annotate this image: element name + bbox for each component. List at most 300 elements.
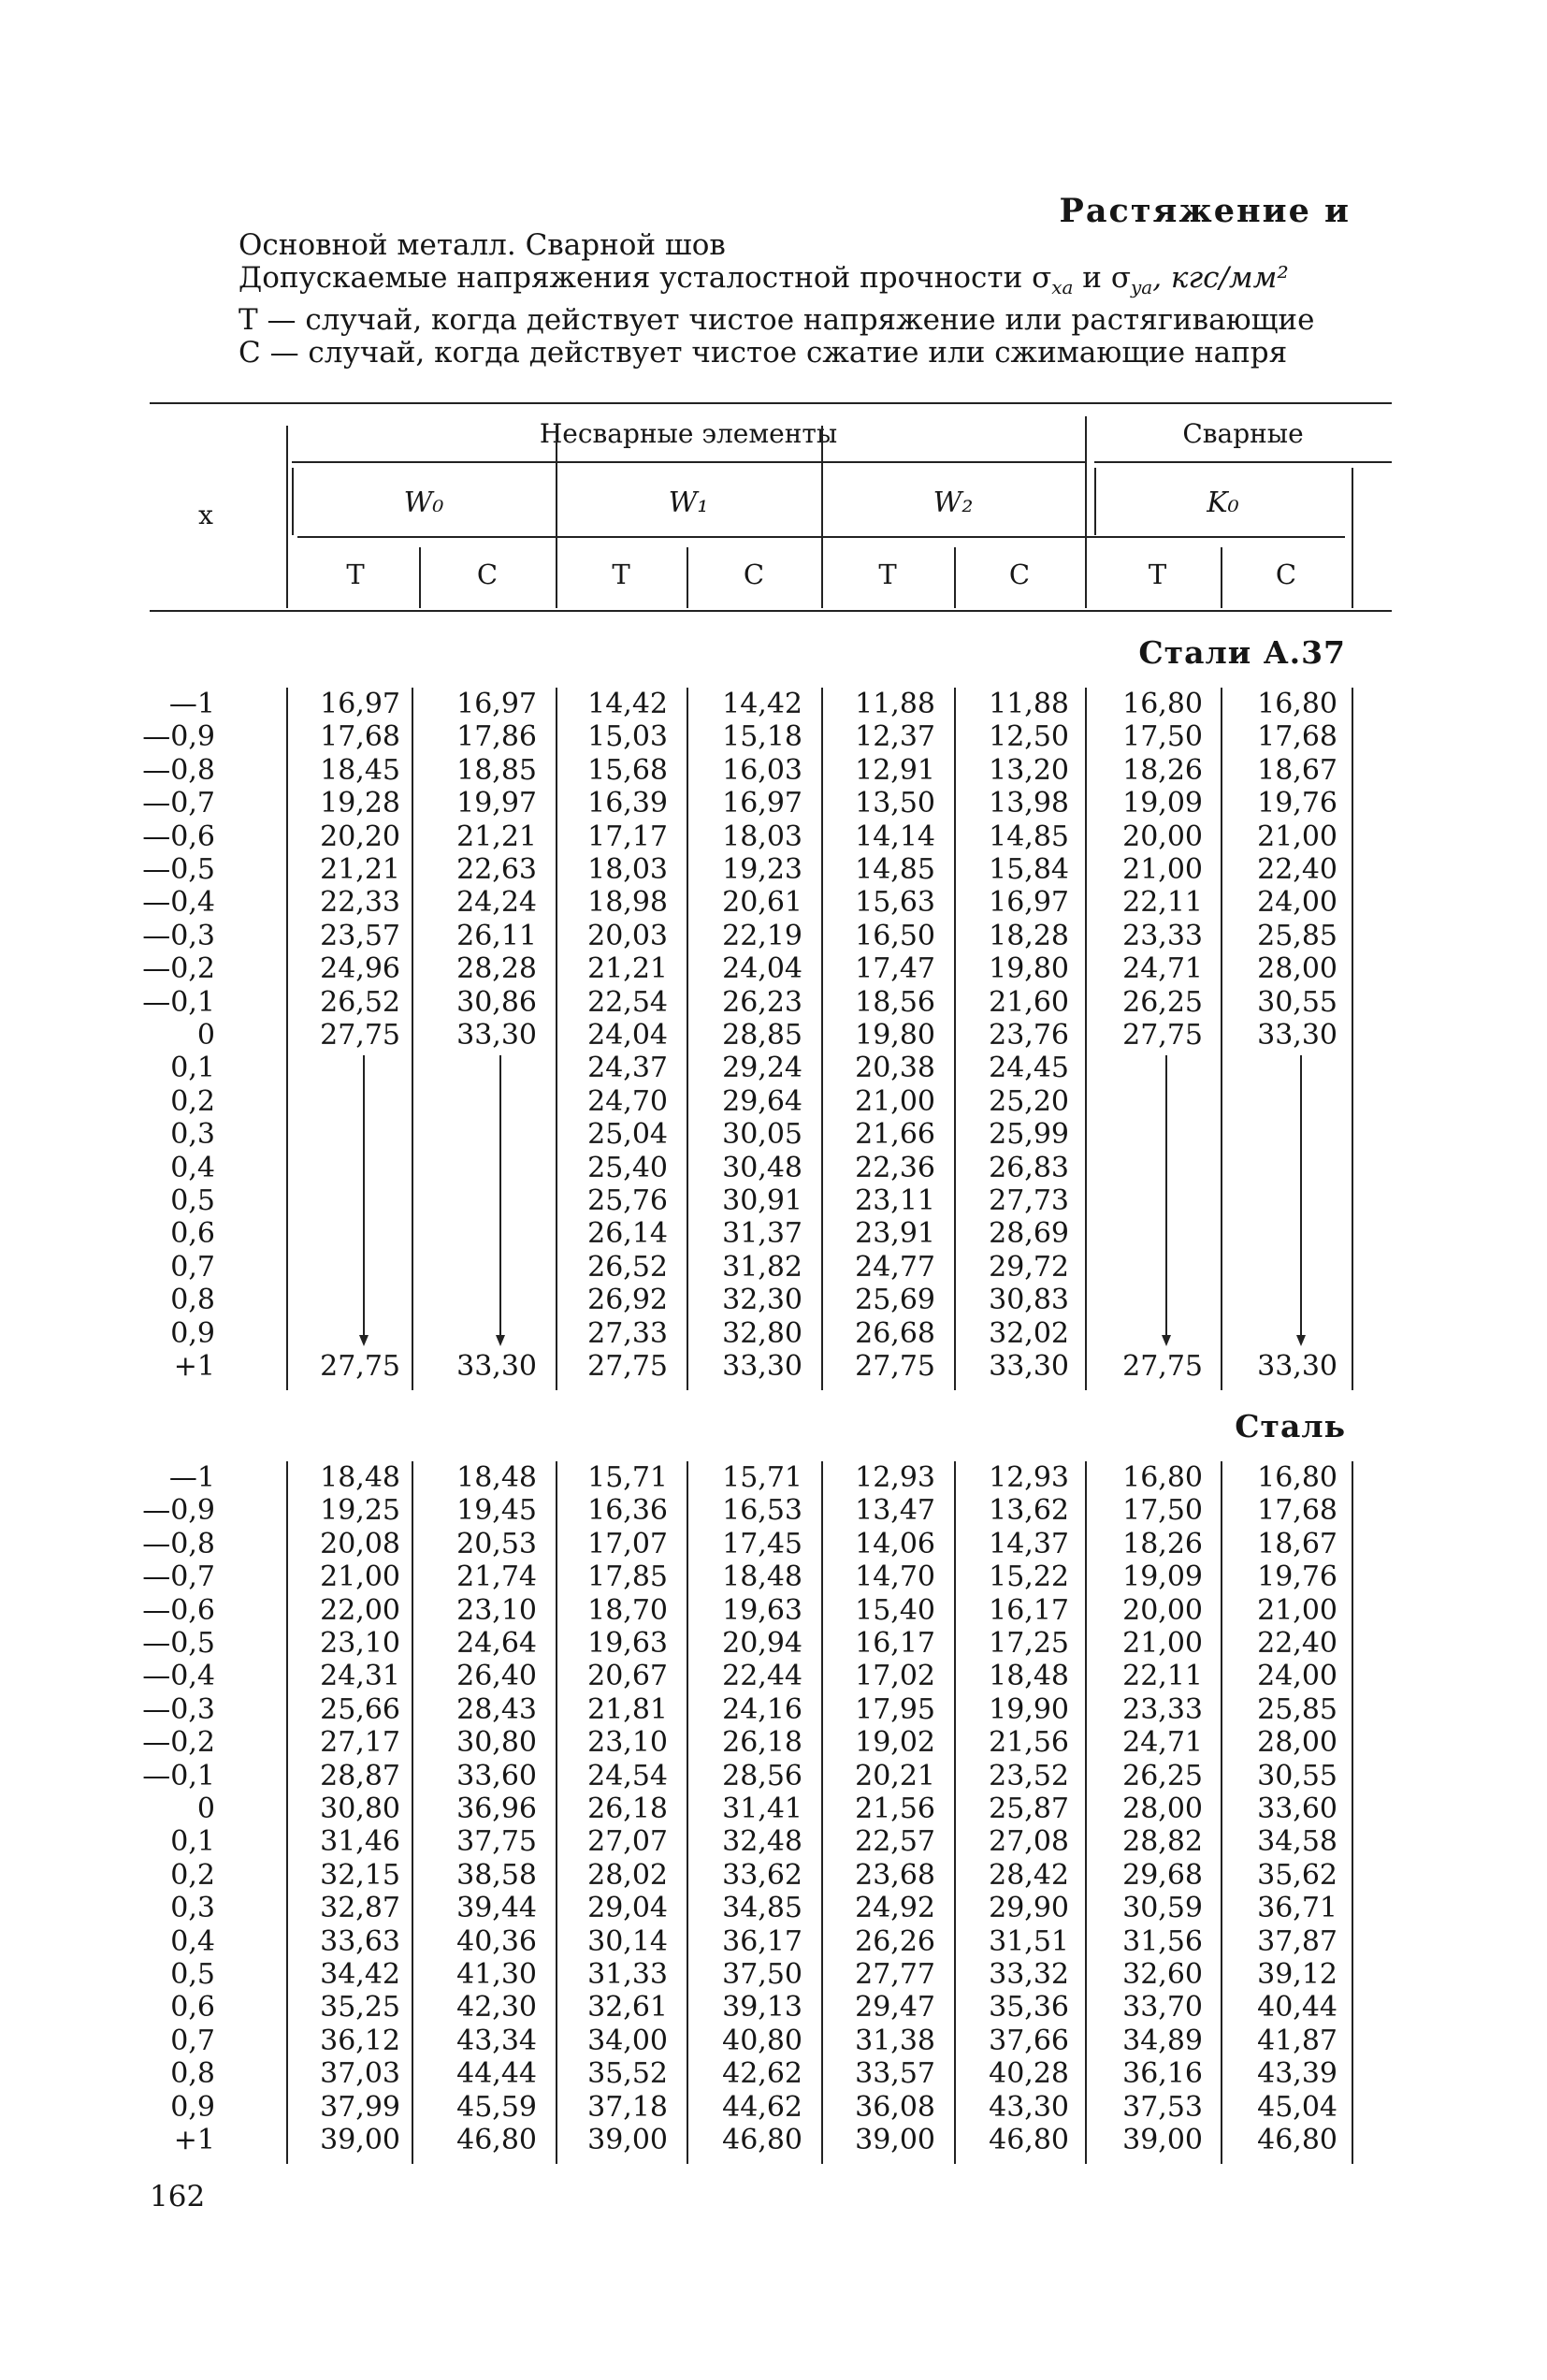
table-cell: 29,68: [1122, 1858, 1203, 1892]
table-cell: 22,11: [1122, 886, 1203, 920]
table-cell: 32,02: [989, 1316, 1069, 1350]
section-2-x-7: —0,3: [142, 1692, 215, 1726]
sub-header-t-3: T: [878, 559, 897, 590]
table-cell: 32,48: [722, 1825, 802, 1859]
table-cell: 18,26: [1122, 1527, 1203, 1560]
section-2-x-6: —0,4: [142, 1660, 215, 1693]
table-cell: 16,80: [1122, 1461, 1203, 1494]
table-cell: 46,80: [456, 2124, 537, 2156]
table-cell: 17,50: [1122, 720, 1203, 754]
table-cell: 28,87: [320, 1759, 400, 1792]
table-cell: 37,18: [587, 2090, 668, 2124]
section-1-x-19: 0,9: [170, 1316, 215, 1350]
table-cell: 17,25: [989, 1627, 1069, 1660]
table-cell: 26,11: [456, 919, 537, 952]
table-cell: 39,00: [855, 2124, 935, 2156]
table-cell: 29,24: [722, 1052, 802, 1085]
table-cell: 32,87: [320, 1892, 400, 1925]
sub-header-c-4: C: [1275, 559, 1297, 590]
table-cell: 24,04: [722, 952, 802, 986]
table-cell: 15,63: [855, 886, 935, 920]
table-cell: 26,18: [722, 1726, 802, 1760]
section-2-sub-vline-1: [687, 1461, 688, 2164]
table-cell: 21,00: [1257, 1593, 1337, 1627]
table-cell: 21,00: [1122, 853, 1203, 886]
section-1-x-9: —0,1: [142, 985, 215, 1019]
table-cell: 16,03: [722, 753, 802, 787]
table-cell: 22,36: [855, 1151, 935, 1184]
table-cell: 20,20: [320, 820, 400, 853]
table-cell: 40,28: [989, 2057, 1069, 2091]
table-cell: 18,03: [722, 820, 802, 853]
table-cell: 17,85: [587, 1560, 668, 1594]
table-cell: 11,88: [989, 688, 1069, 720]
table-cell: 45,59: [456, 2090, 537, 2124]
table-cell: 26,18: [587, 1792, 668, 1825]
section-2-x-1: —0,9: [142, 1494, 215, 1528]
table-cell: 26,40: [456, 1660, 537, 1693]
intro-line-3: T — случай, когда действует чистое напряжение или растягивающие: [239, 304, 1315, 338]
section-2-x-9: —0,1: [142, 1759, 215, 1792]
section-2-vline-3: [1085, 1461, 1087, 2164]
table-cell: 29,04: [587, 1892, 668, 1925]
table-cell: 22,57: [855, 1825, 935, 1859]
section-2-x-20: +1: [173, 2124, 215, 2156]
section-2-x-15: 0,5: [170, 1958, 215, 1991]
table-cell: 22,40: [1257, 853, 1337, 886]
table-cell: 28,69: [989, 1217, 1069, 1251]
table-cell: 44,44: [456, 2057, 537, 2091]
table-cell: 33,30: [989, 1350, 1069, 1383]
group-header-welded: Сварные: [1182, 418, 1304, 449]
table-cell: 19,28: [320, 787, 400, 820]
table-cell: 17,50: [1122, 1494, 1203, 1528]
table-cell: 24,16: [722, 1692, 802, 1726]
table-cell: 19,23: [722, 853, 802, 886]
table-cell: 26,52: [320, 985, 400, 1019]
x-header: x: [198, 500, 213, 530]
table-cell: 20,38: [855, 1052, 935, 1085]
table-cell: 31,82: [722, 1250, 802, 1284]
table-cell: 24,54: [587, 1759, 668, 1792]
table-header-bottom-rule: [150, 610, 1392, 612]
table-cell: 26,23: [722, 985, 802, 1019]
table-cell: 15,71: [587, 1461, 668, 1494]
section-1-continue-arrow-6: [1165, 1055, 1167, 1342]
table-cell: 18,56: [855, 985, 935, 1019]
table-cell: 27,75: [587, 1350, 668, 1383]
table-cell: 23,91: [855, 1217, 935, 1251]
table-cell: 26,68: [855, 1316, 935, 1350]
section-1-x-7: —0,3: [142, 919, 215, 952]
section-1-x-18: 0,8: [170, 1284, 215, 1317]
table-cell: 17,47: [855, 952, 935, 986]
section-1-x-10: 0: [196, 1019, 215, 1052]
table-cell: 17,68: [320, 720, 400, 754]
table-cell: 28,42: [989, 1858, 1069, 1892]
table-cell: 30,59: [1122, 1892, 1203, 1925]
section-2-x-3: —0,7: [142, 1560, 215, 1594]
table-cell: 43,30: [989, 2090, 1069, 2124]
table-cell: 20,94: [722, 1627, 802, 1660]
table-cell: 25,66: [320, 1692, 400, 1726]
table-cell: 24,92: [855, 1892, 935, 1925]
table-cell: 17,95: [855, 1692, 935, 1726]
table-cell: 24,96: [320, 952, 400, 986]
table-cell: 28,85: [722, 1019, 802, 1052]
table-cell: 39,44: [456, 1892, 537, 1925]
section-2-x-8: —0,2: [142, 1726, 215, 1760]
table-cell: 33,30: [1257, 1350, 1337, 1383]
table-cell: 26,52: [587, 1250, 668, 1284]
table-cell: 31,37: [722, 1217, 802, 1251]
table-cell: 43,39: [1257, 2057, 1337, 2091]
table-cell: 18,67: [1257, 753, 1337, 787]
section-2-x-17: 0,7: [170, 2024, 215, 2057]
table-cell: 21,81: [587, 1692, 668, 1726]
table-cell: 30,80: [456, 1726, 537, 1760]
table-cell: 17,02: [855, 1660, 935, 1693]
table-cell: 26,83: [989, 1151, 1069, 1184]
table-cell: 36,08: [855, 2090, 935, 2124]
table-cell: 32,61: [587, 1991, 668, 2024]
table-cell: 27,33: [587, 1316, 668, 1350]
table-cell: 24,31: [320, 1660, 400, 1693]
table-cell: 30,14: [587, 1924, 668, 1958]
table-cell: 13,20: [989, 753, 1069, 787]
table-cell: 28,02: [587, 1858, 668, 1892]
table-cell: 19,09: [1122, 1560, 1203, 1594]
table-cell: 22,33: [320, 886, 400, 920]
table-cell: 23,57: [320, 919, 400, 952]
table-cell: 17,45: [722, 1527, 802, 1560]
table-cell: 33,30: [722, 1350, 802, 1383]
section-1-x-8: —0,2: [142, 952, 215, 986]
table-cell: 13,62: [989, 1494, 1069, 1528]
table-cell: 34,85: [722, 1892, 802, 1925]
table-cell: 30,55: [1257, 1759, 1337, 1792]
table-cell: 16,17: [855, 1627, 935, 1660]
table-cell: 29,90: [989, 1892, 1069, 1925]
table-cell: 31,51: [989, 1924, 1069, 1958]
table-cell: 21,00: [855, 1084, 935, 1118]
section-1-vline-1: [556, 688, 557, 1390]
table-cell: 16,39: [587, 787, 668, 820]
table-cell: 14,70: [855, 1560, 935, 1594]
section-2-x-12: 0,2: [170, 1858, 215, 1892]
header-group-vline-0: [292, 468, 294, 535]
table-cell: 27,75: [1122, 1350, 1203, 1383]
table-cell: 21,00: [1257, 820, 1337, 853]
table-cell: 24,77: [855, 1250, 935, 1284]
table-cell: 19,09: [1122, 787, 1203, 820]
table-cell: 45,04: [1257, 2090, 1337, 2124]
table-cell: 18,85: [456, 753, 537, 787]
table-cell: 41,30: [456, 1958, 537, 1991]
table-cell: 23,10: [456, 1593, 537, 1627]
table-cell: 29,64: [722, 1084, 802, 1118]
table-cell: 31,56: [1122, 1924, 1203, 1958]
table-cell: 28,43: [456, 1692, 537, 1726]
table-cell: 18,45: [320, 753, 400, 787]
table-cell: 36,96: [456, 1792, 537, 1825]
section-1-x-6: —0,4: [142, 886, 215, 920]
sub-header-t-1: T: [346, 559, 365, 590]
table-cell: 16,36: [587, 1494, 668, 1528]
table-cell: 30,80: [320, 1792, 400, 1825]
section-1-x-16: 0,6: [170, 1217, 215, 1251]
table-cell: 30,55: [1257, 985, 1337, 1019]
table-cell: 20,61: [722, 886, 802, 920]
table-cell: 14,14: [855, 820, 935, 853]
table-cell: 26,25: [1122, 1759, 1203, 1792]
table-cell: 12,37: [855, 720, 935, 754]
table-cell: 19,80: [855, 1019, 935, 1052]
table-cell: 27,77: [855, 1958, 935, 1991]
table-cell: 44,62: [722, 2090, 802, 2124]
table-cell: 19,25: [320, 1494, 400, 1528]
section-2-x-2: —0,8: [142, 1527, 215, 1560]
table-cell: 37,03: [320, 2057, 400, 2091]
table-cell: 16,80: [1257, 1461, 1337, 1494]
table-cell: 19,63: [722, 1593, 802, 1627]
table-cell: 20,08: [320, 1527, 400, 1560]
table-cell: 24,70: [587, 1084, 668, 1118]
table-cell: 14,85: [989, 820, 1069, 853]
table-cell: 21,66: [855, 1118, 935, 1152]
table-cell: 32,15: [320, 1858, 400, 1892]
table-cell: 12,93: [989, 1461, 1069, 1494]
table-cell: 25,69: [855, 1284, 935, 1317]
section-1-sub-vline-3: [1221, 688, 1222, 1390]
table-cell: 16,53: [722, 1494, 802, 1528]
table-cell: 15,68: [587, 753, 668, 787]
section-2-x-10: 0: [196, 1792, 215, 1825]
table-cell: 25,20: [989, 1084, 1069, 1118]
table-cell: 35,62: [1257, 1858, 1337, 1892]
table-cell: 20,67: [587, 1660, 668, 1693]
table-cell: 23,52: [989, 1759, 1069, 1792]
section-2-x-4: —0,6: [142, 1593, 215, 1627]
section-1-x-2: —0,8: [142, 753, 215, 787]
group-rule-unwelded: [292, 461, 1085, 463]
table-cell: 30,48: [722, 1151, 802, 1184]
table-cell: 32,80: [722, 1316, 802, 1350]
table-cell: 21,56: [989, 1726, 1069, 1760]
header-group-vline-1: [556, 468, 557, 535]
table-cell: 20,03: [587, 919, 668, 952]
table-cell: 37,75: [456, 1825, 537, 1859]
table-cell: 35,25: [320, 1991, 400, 2024]
table-cell: 18,48: [456, 1461, 537, 1494]
intro-line-2: Допускаемые напряжения усталостной прочности $\sigma_{xa}$ и $\sigma_{ya}$, кгс/мм²: [239, 262, 1289, 299]
table-cell: 30,91: [722, 1184, 802, 1217]
table-cell: 30,05: [722, 1118, 802, 1152]
table-cell: 23,33: [1122, 919, 1203, 952]
table-cell: 15,40: [855, 1593, 935, 1627]
table-cell: 19,80: [989, 952, 1069, 986]
table-cell: 18,98: [587, 886, 668, 920]
section-1-vline-4: [1352, 688, 1353, 1390]
col-header-1: W₀: [403, 486, 444, 519]
table-cell: 17,68: [1257, 720, 1337, 754]
section-1-x-1: —0,9: [142, 720, 215, 754]
section-1-x-17: 0,7: [170, 1250, 215, 1284]
table-cell: 36,12: [320, 2024, 400, 2057]
table-cell: 24,37: [587, 1052, 668, 1085]
sub-header-c-1: C: [476, 559, 499, 590]
table-cell: 23,11: [855, 1184, 935, 1217]
table-cell: 29,47: [855, 1991, 935, 2024]
table-cell: 39,00: [1122, 2124, 1203, 2156]
table-cell: 27,08: [989, 1825, 1069, 1859]
section-2-sub-vline-0: [412, 1461, 413, 2164]
table-cell: 16,17: [989, 1593, 1069, 1627]
section-1-continue-arrow-1: [499, 1055, 501, 1342]
table-cell: 18,03: [587, 853, 668, 886]
table-cell: 34,42: [320, 1958, 400, 1991]
table-cell: 16,80: [1122, 688, 1203, 720]
table-cell: 12,91: [855, 753, 935, 787]
header-vline-3: [1085, 416, 1087, 608]
table-cell: 33,62: [722, 1858, 802, 1892]
table-top-rule: [150, 402, 1392, 404]
table-cell: 40,44: [1257, 1991, 1337, 2024]
table-cell: 13,50: [855, 787, 935, 820]
table-cell: 24,24: [456, 886, 537, 920]
section-1-sub-vline-1: [687, 688, 688, 1390]
table-cell: 32,60: [1122, 1958, 1203, 1991]
table-cell: 27,75: [855, 1350, 935, 1383]
table-cell: 30,86: [456, 985, 537, 1019]
table-cell: 40,80: [722, 2024, 802, 2057]
table-cell: 22,19: [722, 919, 802, 952]
section-2-sub-vline-2: [954, 1461, 956, 2164]
section-2-x-0: —1: [168, 1461, 215, 1494]
table-cell: 26,25: [1122, 985, 1203, 1019]
table-cell: 23,10: [587, 1726, 668, 1760]
group-header-unwelded: Несварные элементы: [539, 418, 838, 449]
table-cell: 28,82: [1122, 1825, 1203, 1859]
table-cell: 33,70: [1122, 1991, 1203, 2024]
table-cell: 39,00: [320, 2124, 400, 2156]
section-2-x-11: 0,1: [170, 1825, 215, 1859]
section-1-x-13: 0,3: [170, 1118, 215, 1152]
table-cell: 21,21: [456, 820, 537, 853]
table-cell: 15,03: [587, 720, 668, 754]
table-cell: 15,22: [989, 1560, 1069, 1594]
table-cell: 22,11: [1122, 1660, 1203, 1693]
table-cell: 19,45: [456, 1494, 537, 1528]
table-cell: 16,97: [722, 787, 802, 820]
table-cell: 37,87: [1257, 1924, 1337, 1958]
table-cell: 17,07: [587, 1527, 668, 1560]
table-cell: 24,71: [1122, 1726, 1203, 1760]
table-cell: 23,10: [320, 1627, 400, 1660]
table-cell: 25,85: [1257, 919, 1337, 952]
table-cell: 17,68: [1257, 1494, 1337, 1528]
table-cell: 29,72: [989, 1250, 1069, 1284]
table-cell: 14,37: [989, 1527, 1069, 1560]
table-cell: 26,14: [587, 1217, 668, 1251]
table-cell: 26,92: [587, 1284, 668, 1317]
table-cell: 18,26: [1122, 753, 1203, 787]
table-cell: 23,76: [989, 1019, 1069, 1052]
sub-header-t-4: T: [1148, 559, 1167, 590]
section-1-x-5: —0,5: [142, 853, 215, 886]
table-cell: 16,97: [989, 886, 1069, 920]
table-cell: 16,80: [1257, 688, 1337, 720]
table-cell: 19,76: [1257, 787, 1337, 820]
table-cell: 31,41: [722, 1792, 802, 1825]
table-cell: 31,33: [587, 1958, 668, 1991]
section-2-sub-vline-3: [1221, 1461, 1222, 2164]
section-title-2: Сталь: [1235, 1408, 1346, 1444]
table-cell: 33,57: [855, 2057, 935, 2091]
table-cell: 24,04: [587, 1019, 668, 1052]
section-1-x-4: —0,6: [142, 820, 215, 853]
table-cell: 16,97: [456, 688, 537, 720]
table-cell: 21,60: [989, 985, 1069, 1019]
header-vline-0: [286, 426, 288, 608]
table-cell: 21,21: [320, 853, 400, 886]
table-cell: 23,33: [1122, 1692, 1203, 1726]
table-cell: 24,00: [1257, 1660, 1337, 1693]
section-2-x-5: —0,5: [142, 1627, 215, 1660]
table-cell: 36,71: [1257, 1892, 1337, 1925]
table-cell: 33,32: [989, 1958, 1069, 1991]
table-cell: 37,66: [989, 2024, 1069, 2057]
table-cell: 27,73: [989, 1184, 1069, 1217]
table-cell: 37,53: [1122, 2090, 1203, 2124]
table-cell: 16,97: [320, 688, 400, 720]
table-cell: 15,18: [722, 720, 802, 754]
table-cell: 33,30: [1257, 1019, 1337, 1052]
table-cell: 21,56: [855, 1792, 935, 1825]
header-sub-vline-1: [687, 547, 688, 608]
section-2-x-18: 0,8: [170, 2057, 215, 2091]
table-cell: 35,36: [989, 1991, 1069, 2024]
page-number: 162: [150, 2180, 206, 2213]
sub-header-t-2: T: [612, 559, 630, 590]
table-cell: 25,85: [1257, 1692, 1337, 1726]
table-cell: 27,75: [1122, 1019, 1203, 1052]
table-cell: 13,47: [855, 1494, 935, 1528]
table-cell: 22,00: [320, 1593, 400, 1627]
table-cell: 22,40: [1257, 1627, 1337, 1660]
table-cell: 20,21: [855, 1759, 935, 1792]
group-rule-welded: [1094, 461, 1392, 463]
section-2-vline-0: [286, 1461, 288, 2164]
table-cell: 23,68: [855, 1858, 935, 1892]
intro-text: [239, 229, 1352, 370]
table-cell: 34,58: [1257, 1825, 1337, 1859]
table-cell: 24,45: [989, 1052, 1069, 1085]
table-cell: 24,71: [1122, 952, 1203, 986]
table-cell: 14,06: [855, 1527, 935, 1560]
table-cell: 14,42: [722, 688, 802, 720]
table-cell: 18,70: [587, 1593, 668, 1627]
table-cell: 24,64: [456, 1627, 537, 1660]
table-cell: 46,80: [1257, 2124, 1337, 2156]
table-cell: 31,46: [320, 1825, 400, 1859]
table-cell: 34,00: [587, 2024, 668, 2057]
table-cell: 27,75: [320, 1350, 400, 1383]
table-cell: 16,50: [855, 919, 935, 952]
section-1-continue-arrow-7: [1300, 1055, 1302, 1342]
table-cell: 17,17: [587, 820, 668, 853]
table-cell: 22,63: [456, 853, 537, 886]
